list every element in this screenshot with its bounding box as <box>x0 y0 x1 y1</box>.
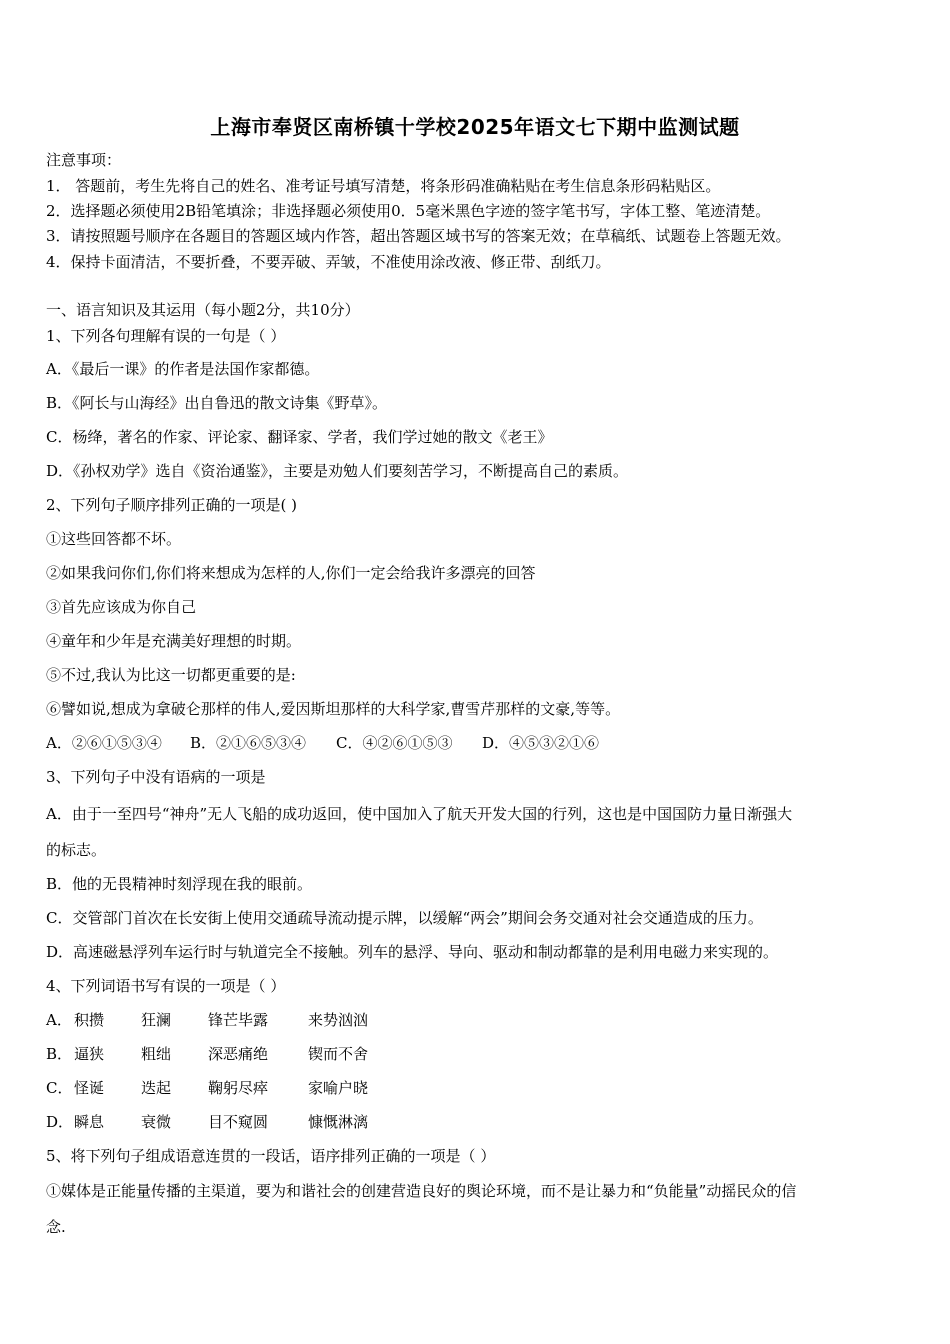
question-5-sentence-1-cont: 念. <box>46 1218 66 1236</box>
question-2-sentence-3: ③首先应该成为你自己 <box>46 598 197 616</box>
notice-item-2: 2．选择题必须使用2B铅笔填涂；非选择题必须使用0．5毫米黑色字迹的签字笔书写，字体工整、笔迹清楚。 <box>46 202 771 220</box>
question-4-option-d <box>46 1112 368 1132</box>
option-label: A． <box>46 1011 72 1029</box>
notice-item-1: 1． 答题前，考生先将自己的姓名、准考证号填写清楚，将条形码准确粘贴在考生信息条形码粘贴区。 <box>46 177 721 195</box>
question-2-sentence-6: ⑥譬如说,想成为拿破仑那样的伟人,爱因斯坦那样的大科学家,曹雪芹那样的文豪,等等。 <box>46 700 621 718</box>
question-4-option-b <box>46 1044 368 1064</box>
word: 来势汹汹 <box>308 1011 369 1029</box>
word: 狂澜 <box>141 1011 172 1029</box>
word: 家喻户晓 <box>308 1079 369 1097</box>
word: 慷慨淋漓 <box>308 1113 369 1131</box>
question-2-options <box>46 733 599 753</box>
word: 逼狭 <box>74 1045 105 1063</box>
word: 锋芒毕露 <box>208 1011 269 1029</box>
question-2-sentence-2: ②如果我问你们,你们将来想成为怎样的人,你们一定会给我许多漂亮的回答 <box>46 564 536 582</box>
section-heading: 一、语言知识及其运用（每小题2分，共10分） <box>46 301 360 319</box>
notice-heading: 注意事项： <box>46 151 122 169</box>
option-label: C． <box>46 1079 73 1097</box>
word: 怪诞 <box>74 1079 105 1097</box>
word: 目不窥圆 <box>208 1113 269 1131</box>
question-2-option-d: D．④⑤③②①⑥ <box>482 734 600 752</box>
question-4-stem: 4、下列词语书写有误的一项是（ ） <box>46 977 286 995</box>
question-4-option-a <box>46 1010 368 1030</box>
word: 积攒 <box>74 1011 105 1029</box>
word: 深恶痛绝 <box>208 1045 269 1063</box>
word: 迭起 <box>141 1079 172 1097</box>
page-title: 上海市奉贤区南桥镇十学校2025年语文七下期中监测试题 <box>210 115 740 139</box>
word: 粗绌 <box>141 1045 172 1063</box>
question-2-stem: 2、下列句子顺序排列正确的一项是( ) <box>46 496 298 514</box>
question-1-option-c: C．杨绛，著名的作家、评论家、翻译家、学者，我们学过她的散文《老王》 <box>46 428 553 446</box>
word: 锲而不舍 <box>308 1045 369 1063</box>
question-1-option-b: B．《阿长与山海经》出自鲁迅的散文诗集《野草》。 <box>46 394 388 412</box>
question-3-stem: 3、下列句子中没有语病的一项是 <box>46 768 266 786</box>
question-1-option-d: D．《孙权劝学》选自《资治通鉴》，主要是劝勉人们要刻苦学习，不断提高自己的素质。 <box>46 462 629 480</box>
question-5-stem: 5、将下列句子组成语意连贯的一段话，语序排列正确的一项是（ ） <box>46 1147 496 1165</box>
question-2-sentence-5: ⑤不过,我认为比这一切都更重要的是: <box>46 666 296 684</box>
question-3-option-a-cont: 的标志。 <box>46 841 107 859</box>
question-2-sentence-4: ④童年和少年是充满美好理想的时期。 <box>46 632 302 650</box>
question-3-option-a: A．由于一至四号“神舟”无人飞船的成功返回，使中国加入了航天开发大国的行列，这也是中国国防力量日渐强大 <box>46 805 793 823</box>
word: 鞠躬尽瘁 <box>208 1079 269 1097</box>
question-3-option-d: D．高速磁悬浮列车运行时与轨道完全不接触。列车的悬浮、导向、驱动和制动都靠的是利用电磁力来实现的。 <box>46 943 779 961</box>
notice-item-4: 4．保持卡面清洁，不要折叠，不要弄破、弄皱，不准使用涂改液、修正带、刮纸刀。 <box>46 253 611 271</box>
question-3-option-c: C．交管部门首次在长安街上使用交通疏导流动提示牌，以缓解“两会”期间会务交通对社会交通造成的压力。 <box>46 909 763 927</box>
notice-item-3: 3．请按照题号顺序在各题目的答题区域内作答，超出答题区域书写的答案无效；在草稿纸、试题卷上答题无效。 <box>46 227 791 245</box>
question-4-option-c <box>46 1078 368 1098</box>
question-1-stem: 1、下列各句理解有误的一句是（ ） <box>46 327 286 345</box>
question-2-sentence-1: ①这些回答都不坏。 <box>46 530 182 548</box>
word: 瞬息 <box>74 1113 105 1131</box>
question-3-option-b: B．他的无畏精神时刻浮现在我的眼前。 <box>46 875 313 893</box>
question-2-option-a: A．②⑥①⑤③④ <box>46 734 162 752</box>
option-label: B． <box>46 1045 73 1063</box>
question-1-option-a: A．《最后一课》的作者是法国作家都德。 <box>46 360 320 378</box>
option-label: D． <box>46 1113 74 1131</box>
question-5-sentence-1: ①媒体是正能量传播的主渠道，要为和谐社会的创建营造良好的舆论环境，而不是让暴力和“负能量”动摇民众的信 <box>46 1182 797 1200</box>
question-2-option-b: B．②①⑥⑤③④ <box>190 734 307 752</box>
question-2-option-c: C．④②⑥①⑤③ <box>336 734 453 752</box>
word: 衰微 <box>141 1113 172 1131</box>
